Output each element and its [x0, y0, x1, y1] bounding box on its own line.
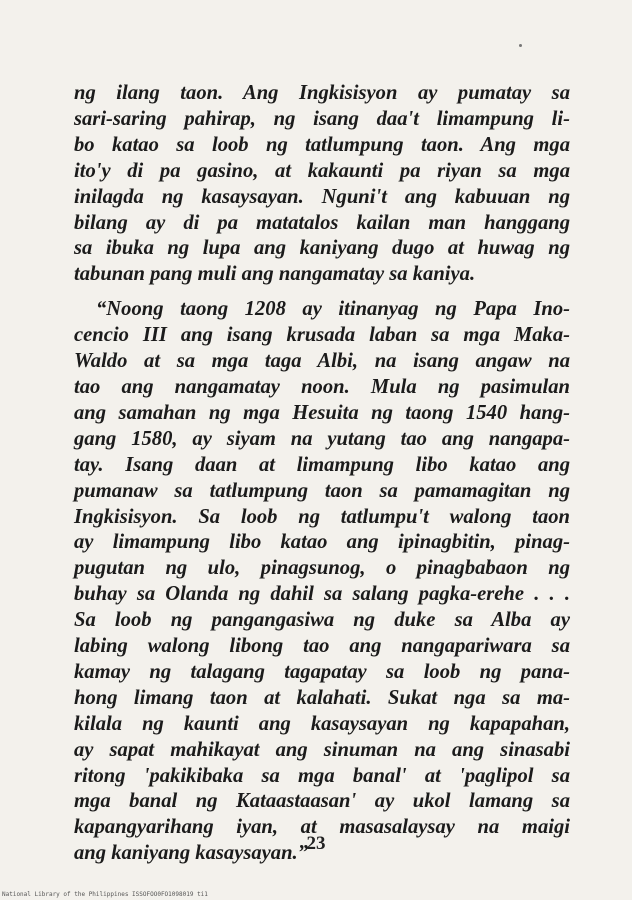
text-line: hong limang taon at kalahati. Sukat nga sa ma- — [74, 686, 570, 709]
text-line: pugutan ng ulo, pinagsunog, o pinagbabaon ng — [74, 557, 570, 580]
text-line: labing walong libong tao ang nangapariwara sa — [74, 635, 570, 658]
text-line: ang kaniyang kasaysayan.” — [74, 842, 308, 865]
text-line: ang samahan ng mga Hesuita ng taong 1540 hang- — [74, 401, 570, 424]
text-line: ito'y di pa gasino, at kakaunti pa riyan sa mga — [74, 159, 570, 182]
text-line: ay sapat mahikayat ang sinuman na ang sinasabi — [74, 738, 570, 761]
text-line: pumanaw sa tatlumpung taon sa pamamagitan ng — [74, 479, 570, 502]
text-line: ng ilang taon. Ang Ingkisisyon ay pumatay sa — [74, 82, 570, 104]
text-line: bo katao sa loob ng tatlumpung taon. Ang mga — [74, 133, 570, 156]
text-line: gang 1580, ay siyam na yutang tao ang nangapa- — [74, 427, 570, 450]
text-line: kamay ng talagang tagapatay sa loob ng pana- — [74, 660, 570, 683]
library-footer: National Library of the Philippines ISSOFOO0FO1098019 ti1 — [2, 891, 208, 898]
text-line: bilang ay di pa matatalos kailan man hanggang — [74, 211, 570, 234]
text-line: ritong 'pakikibaka sa mga banal' at 'paglipol sa — [74, 764, 570, 787]
paragraph-2 — [74, 297, 570, 867]
text-line: inilagda ng kasaysayan. Nguni't ang kabuuan ng — [74, 185, 570, 208]
text-line: “Noong taong 1208 ay itinanyag ng Papa Ino- — [96, 298, 570, 321]
text-line: Sa loob ng pangangasiwa ng duke sa Alba ay — [74, 609, 570, 632]
text-line: kapangyarihang iyan, at masasalaysay na maigi — [74, 816, 570, 839]
text-line: Ingkisisyon. Sa loob ng tatlumpu't walong taon — [74, 505, 570, 528]
text-line: buhay sa Olanda ng dahil sa salang pagka-erehe . . . — [74, 583, 570, 606]
text-line: mga banal ng Kataastaasan' ay ukol lamang sa — [74, 790, 570, 813]
text-line: tabunan pang muli ang nangamatay sa kaniya. — [74, 263, 476, 286]
text-line: sari-saring pahirap, ng isang daa't limampung li- — [74, 107, 570, 130]
text-line: cencio III ang isang krusada laban sa mga Maka- — [74, 324, 570, 347]
text-line: sa ibuka ng lupa ang kaniyang dugo at huwag ng — [74, 237, 570, 260]
text-line: tay. Isang daan at limampung libo katao ang — [74, 453, 570, 476]
body-text — [74, 81, 570, 867]
text-line: tao ang nangamatay noon. Mula ng pasimulan — [74, 375, 570, 398]
scan-speck — [519, 44, 522, 47]
text-line: Waldo at sa mga taga Albi, na isang angaw na — [74, 350, 570, 373]
text-line: kilala ng kaunti ang kasaysayan ng kapapahan, — [74, 712, 570, 735]
paragraph-1 — [74, 81, 570, 288]
text-line: ay limampung libo katao ang ipinagbitin, pinag- — [74, 531, 570, 554]
page-number: 23 — [306, 833, 326, 854]
